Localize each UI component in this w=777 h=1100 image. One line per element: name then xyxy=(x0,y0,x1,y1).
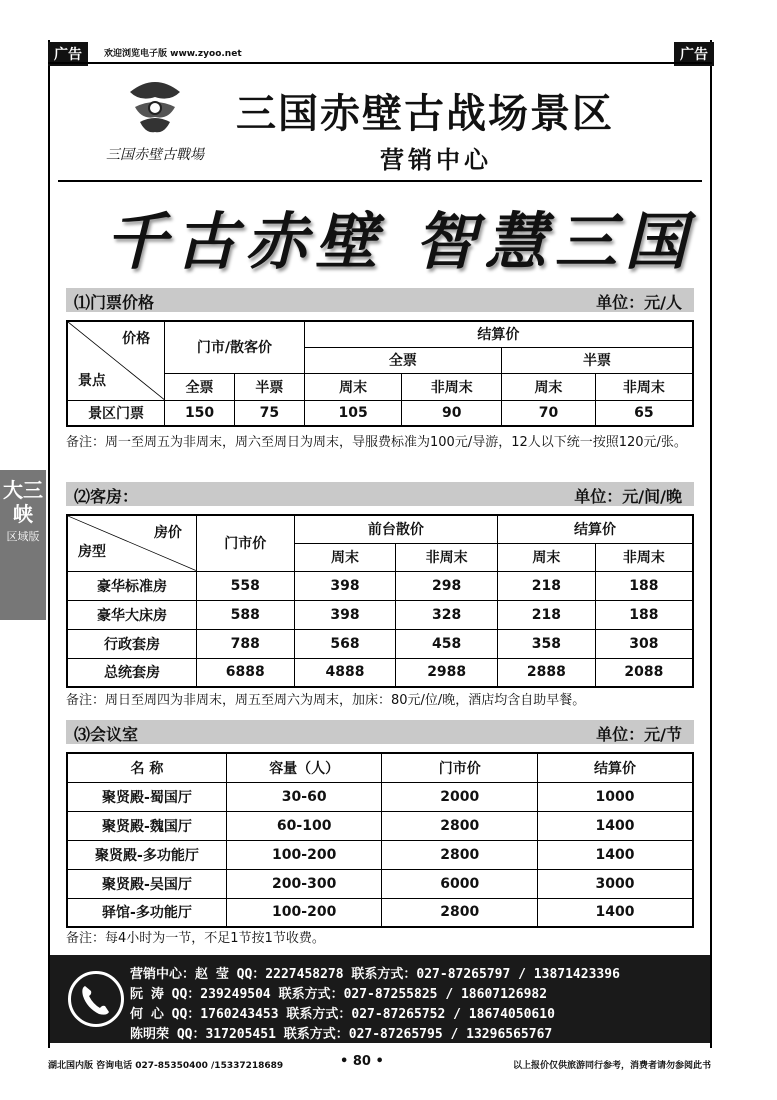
tickets-col-settle: 结算价 xyxy=(304,321,693,347)
ad-label-right: 广告 xyxy=(674,42,714,66)
table-row xyxy=(67,840,693,869)
ad-label-left: 广告 xyxy=(48,42,88,66)
tickets-half-weekend: 周末 xyxy=(502,373,596,400)
meeting-section-bar xyxy=(66,720,694,744)
rooms-col-front: 前台散价 xyxy=(294,515,497,543)
room-value: 188 xyxy=(595,600,693,629)
meeting-cell: 30-60 xyxy=(226,782,382,811)
room-value: 2088 xyxy=(595,658,693,687)
meeting-cell: 60-100 xyxy=(226,811,382,840)
top-divider xyxy=(48,62,712,64)
meeting-cell: 2000 xyxy=(382,782,538,811)
table-row xyxy=(67,811,693,840)
footer-right: 以上报价仅供旅游同行参考，消费者请勿参阅此书 xyxy=(512,1061,711,1071)
tickets-col-retail: 门市/散客价 xyxy=(165,321,305,373)
rooms-table xyxy=(66,514,694,688)
page-number: • 80 • xyxy=(340,1054,384,1069)
ticket-value: 70 xyxy=(502,400,596,426)
logo-caption: 三国赤壁古戰場 xyxy=(106,147,204,163)
tickets-heading: ⑴门票价格 xyxy=(74,293,155,312)
tickets-full-weekend: 周末 xyxy=(304,373,402,400)
meeting-cell: 100-200 xyxy=(226,898,382,927)
meeting-table xyxy=(66,752,694,928)
room-value: 328 xyxy=(396,600,498,629)
meeting-col-name: 名 称 xyxy=(67,753,226,782)
contact-row: 阮 涛 QQ：239249504 联系方式：027-87255825 / 18607126982 xyxy=(130,987,548,1002)
rooms-front-weekday: 非周末 xyxy=(396,543,498,571)
tickets-sub-half: 半票 xyxy=(502,347,693,373)
table-row xyxy=(67,629,693,658)
table-row xyxy=(67,600,693,629)
meeting-cell: 聚贤殿-魏国厅 xyxy=(67,811,226,840)
rooms-diag-top: 房价 xyxy=(153,525,182,541)
dragon-emblem-icon xyxy=(120,72,190,142)
meeting-unit: 单位：元/节 xyxy=(596,725,682,744)
table-row xyxy=(67,782,693,811)
rooms-col-retail: 门市价 xyxy=(196,515,294,571)
room-value: 568 xyxy=(294,629,396,658)
room-name: 总统套房 xyxy=(67,658,196,687)
tickets-diag-cell xyxy=(67,321,165,400)
table-row xyxy=(67,898,693,927)
phone-icon xyxy=(68,971,124,1027)
tickets-note: 备注：周一至周五为非周末，周六至周日为周末，导服费标准为100元/导游，12人以下统一按照120元/张。 xyxy=(66,435,687,450)
room-value: 298 xyxy=(396,571,498,600)
room-value: 218 xyxy=(498,600,596,629)
meeting-cell: 聚贤殿-多功能厅 xyxy=(67,840,226,869)
meeting-col-capacity: 容量（人） xyxy=(226,753,382,782)
ticket-value: 75 xyxy=(234,400,304,426)
table-row xyxy=(67,658,693,687)
meeting-note: 备注：每4小时为一节，不足1节按1节收费。 xyxy=(66,931,325,946)
welcome-text: 欢迎浏览电子版 www.zyoo.net xyxy=(104,49,242,59)
rooms-note: 备注：周日至周四为非周末，周五至周六为周末，加床：80元/位/晚，酒店均含自助早餐。 xyxy=(66,693,586,708)
tickets-diag-top: 价格 xyxy=(122,331,151,347)
tickets-full-weekday: 非周末 xyxy=(402,373,502,400)
room-value: 2988 xyxy=(396,658,498,687)
rooms-heading: ⑵客房： xyxy=(74,487,139,506)
room-value: 558 xyxy=(196,571,294,600)
ticket-value: 90 xyxy=(402,400,502,426)
tickets-half-weekday: 非周末 xyxy=(595,373,693,400)
side-tab-big: 大三峡 xyxy=(3,478,43,526)
table-row xyxy=(67,571,693,600)
header-divider xyxy=(58,180,702,182)
table-row xyxy=(67,400,693,426)
rooms-diag-cell xyxy=(67,515,196,571)
room-value: 218 xyxy=(498,571,596,600)
room-value: 788 xyxy=(196,629,294,658)
contact-row: 营销中心：赵 莹 QQ：2227458278 联系方式：027-87265797 / 13871423396 xyxy=(130,967,620,982)
meeting-cell: 2800 xyxy=(382,840,538,869)
room-name: 豪华标准房 xyxy=(67,571,196,600)
tickets-table xyxy=(66,320,694,427)
meeting-cell: 1400 xyxy=(537,840,693,869)
room-name: 行政套房 xyxy=(67,629,196,658)
meeting-cell: 驿馆-多功能厅 xyxy=(67,898,226,927)
meeting-cell: 200-300 xyxy=(226,869,382,898)
tickets-col-half: 半票 xyxy=(234,373,304,400)
rooms-section-bar xyxy=(66,482,694,506)
tickets-col-full: 全票 xyxy=(165,373,235,400)
rooms-unit: 单位：元/间/晚 xyxy=(574,487,682,506)
room-value: 4888 xyxy=(294,658,396,687)
room-value: 2888 xyxy=(498,658,596,687)
rooms-col-settle: 结算价 xyxy=(498,515,693,543)
side-tab-small: 区域版 xyxy=(6,530,40,543)
room-value: 6888 xyxy=(196,658,294,687)
page-subtitle: 营销中心 xyxy=(380,146,492,174)
ticket-value: 150 xyxy=(165,400,235,426)
meeting-cell: 2800 xyxy=(382,898,538,927)
tickets-diag-bottom: 景点 xyxy=(78,372,106,389)
room-name: 豪华大床房 xyxy=(67,600,196,629)
tickets-sub-full: 全票 xyxy=(304,347,501,373)
rooms-settle-weekday: 非周末 xyxy=(595,543,693,571)
meeting-cell: 1400 xyxy=(537,811,693,840)
meeting-cell: 1400 xyxy=(537,898,693,927)
meeting-cell: 1000 xyxy=(537,782,693,811)
meeting-cell: 2800 xyxy=(382,811,538,840)
room-value: 398 xyxy=(294,571,396,600)
room-value: 188 xyxy=(595,571,693,600)
region-side-tab xyxy=(0,470,46,620)
meeting-col-retail: 门市价 xyxy=(382,753,538,782)
contact-row: 何 心 QQ：1760243453 联系方式：027-87265752 / 18674050610 xyxy=(130,1007,555,1022)
contact-panel xyxy=(50,955,710,1043)
page-title: 三国赤壁古战场景区 xyxy=(236,91,614,137)
room-value: 308 xyxy=(595,629,693,658)
rooms-diag-bottom: 房型 xyxy=(78,543,106,560)
scenic-logo xyxy=(100,72,210,172)
room-value: 588 xyxy=(196,600,294,629)
meeting-cell: 3000 xyxy=(537,869,693,898)
meeting-heading: ⑶会议室 xyxy=(74,725,139,744)
room-value: 398 xyxy=(294,600,396,629)
ticket-value: 105 xyxy=(304,400,402,426)
table-row xyxy=(67,869,693,898)
meeting-cell: 聚贤殿-蜀国厅 xyxy=(67,782,226,811)
meeting-col-settle: 结算价 xyxy=(537,753,693,782)
room-value: 358 xyxy=(498,629,596,658)
meeting-cell: 100-200 xyxy=(226,840,382,869)
room-value: 458 xyxy=(396,629,498,658)
tickets-section-bar xyxy=(66,288,694,312)
rooms-settle-weekend: 周末 xyxy=(498,543,596,571)
slogan: 千古赤壁 智慧三国 xyxy=(105,205,695,278)
ticket-value: 65 xyxy=(595,400,693,426)
rooms-front-weekend: 周末 xyxy=(294,543,396,571)
footer-left: 湖北国内版 咨询电话 027-85350400 /15337218689 xyxy=(48,1061,284,1071)
meeting-cell: 6000 xyxy=(382,869,538,898)
contact-row: 陈明荣 QQ：317205451 联系方式：027-87265795 / 13296565767 xyxy=(130,1027,553,1042)
tickets-unit: 单位：元/人 xyxy=(596,293,682,312)
ticket-row-name: 景区门票 xyxy=(67,400,165,426)
meeting-cell: 聚贤殿-吴国厅 xyxy=(67,869,226,898)
